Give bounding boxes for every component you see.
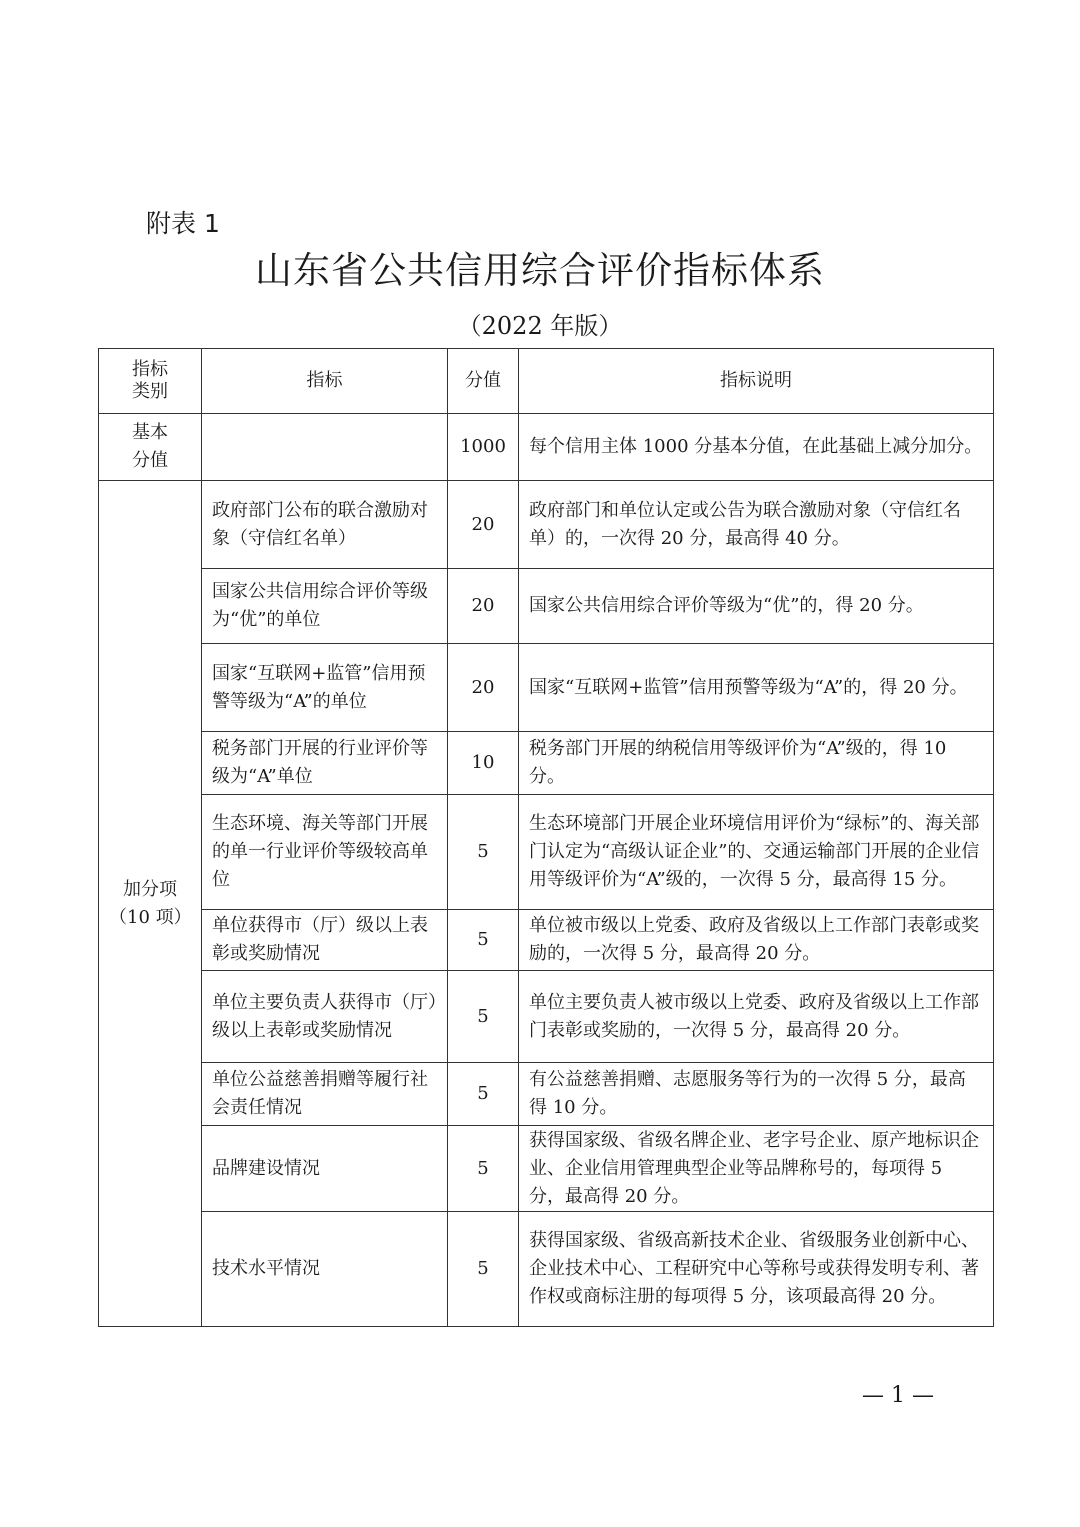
header-category-line-1: 指标	[132, 359, 168, 380]
document-title: 山东省公共信用综合评价指标体系	[255, 249, 825, 292]
annex-label: 附表 1	[146, 209, 220, 238]
document-subtitle: （2022 年版）	[457, 312, 623, 340]
page-number: — 1 —	[862, 1383, 934, 1408]
score-cell: 5	[448, 971, 519, 1063]
score-cell: 5	[448, 910, 519, 971]
indicator-cell: 技术水平情况	[202, 1212, 448, 1327]
score-cell: 20	[448, 644, 519, 732]
description-cell: 生态环境部门开展企业环境信用评价为“绿标”的、海关部门认定为“高级认证企业”的、交通运输部门开展的企业信用等级评价为“A”级的，一次得 5 分，最高得 15 分。	[519, 795, 994, 910]
header-category	[99, 349, 202, 414]
indicator-cell: 品牌建设情况	[202, 1126, 448, 1212]
table-row	[99, 795, 994, 910]
table-row	[99, 414, 994, 481]
indicator-cell: 单位主要负责人获得市（厅）级以上表彰或奖励情况	[202, 971, 448, 1063]
indicator-cell: 税务部门开展的行业评价等级为“A”单位	[202, 732, 448, 795]
indicator-cell: 政府部门公布的联合激励对象（守信红名单）	[202, 481, 448, 569]
indicator-cell: 国家“互联网+监管”信用预警等级为“A”的单位	[202, 644, 448, 732]
table-row	[99, 910, 994, 971]
header-indicator: 指标	[202, 349, 448, 414]
table-row	[99, 1063, 994, 1126]
score-cell: 20	[448, 481, 519, 569]
table-row	[99, 481, 994, 569]
indicator-cell: 国家公共信用综合评价等级为“优”的单位	[202, 569, 448, 644]
category-basic	[99, 414, 202, 481]
description-cell: 每个信用主体 1000 分基本分值，在此基础上减分加分。	[519, 414, 994, 481]
score-cell: 1000	[448, 414, 519, 481]
table-row	[99, 1126, 994, 1212]
score-cell: 5	[448, 1212, 519, 1327]
description-cell: 有公益慈善捐赠、志愿服务等行为的一次得 5 分，最高得 10 分。	[519, 1063, 994, 1126]
description-cell: 税务部门开展的纳税信用等级评价为“A”级的，得 10 分。	[519, 732, 994, 795]
table-header-row	[99, 349, 994, 414]
table-row	[99, 1212, 994, 1327]
header-description: 指标说明	[519, 349, 994, 414]
header-score: 分值	[448, 349, 519, 414]
category-bonus	[99, 481, 202, 1327]
table-row	[99, 644, 994, 732]
table-row	[99, 569, 994, 644]
category-bonus-line-1: 加分项	[123, 878, 177, 900]
description-cell: 国家“互联网+监管”信用预警等级为“A”的，得 20 分。	[519, 644, 994, 732]
score-cell: 5	[448, 795, 519, 910]
score-cell: 10	[448, 732, 519, 795]
header-category-line-2: 类别	[132, 381, 168, 402]
indicator-table	[98, 348, 994, 1327]
indicator-cell	[202, 414, 448, 481]
category-bonus-line-2: （10 项）	[109, 906, 192, 928]
description-cell: 获得国家级、省级高新技术企业、省级服务业创新中心、企业技术中心、工程研究中心等称号或获得发明专利、著作权或商标注册的每项得 5 分，该项最高得 20 分。	[519, 1212, 994, 1327]
description-cell: 国家公共信用综合评价等级为“优”的，得 20 分。	[519, 569, 994, 644]
description-cell: 单位被市级以上党委、政府及省级以上工作部门表彰或奖励的，一次得 5 分，最高得 20 分。	[519, 910, 994, 971]
score-cell: 5	[448, 1126, 519, 1212]
indicator-cell: 单位公益慈善捐赠等履行社会责任情况	[202, 1063, 448, 1126]
score-cell: 20	[448, 569, 519, 644]
score-cell: 5	[448, 1063, 519, 1126]
table-row	[99, 971, 994, 1063]
description-cell: 单位主要负责人被市级以上党委、政府及省级以上工作部门表彰或奖励的，一次得 5 分，最高得 20 分。	[519, 971, 994, 1063]
table-row	[99, 732, 994, 795]
indicator-cell: 生态环境、海关等部门开展的单一行业评价等级较高单位	[202, 795, 448, 910]
indicator-cell: 单位获得市（厅）级以上表彰或奖励情况	[202, 910, 448, 971]
description-cell: 政府部门和单位认定或公告为联合激励对象（守信红名单）的，一次得 20 分，最高得 40 分。	[519, 481, 994, 569]
description-cell: 获得国家级、省级名牌企业、老字号企业、原产地标识企业、企业信用管理典型企业等品牌称号的，每项得 5 分，最高得 20 分。	[519, 1126, 994, 1212]
category-basic-line-2: 分值	[132, 450, 168, 471]
category-basic-line-1: 基本	[132, 422, 168, 443]
